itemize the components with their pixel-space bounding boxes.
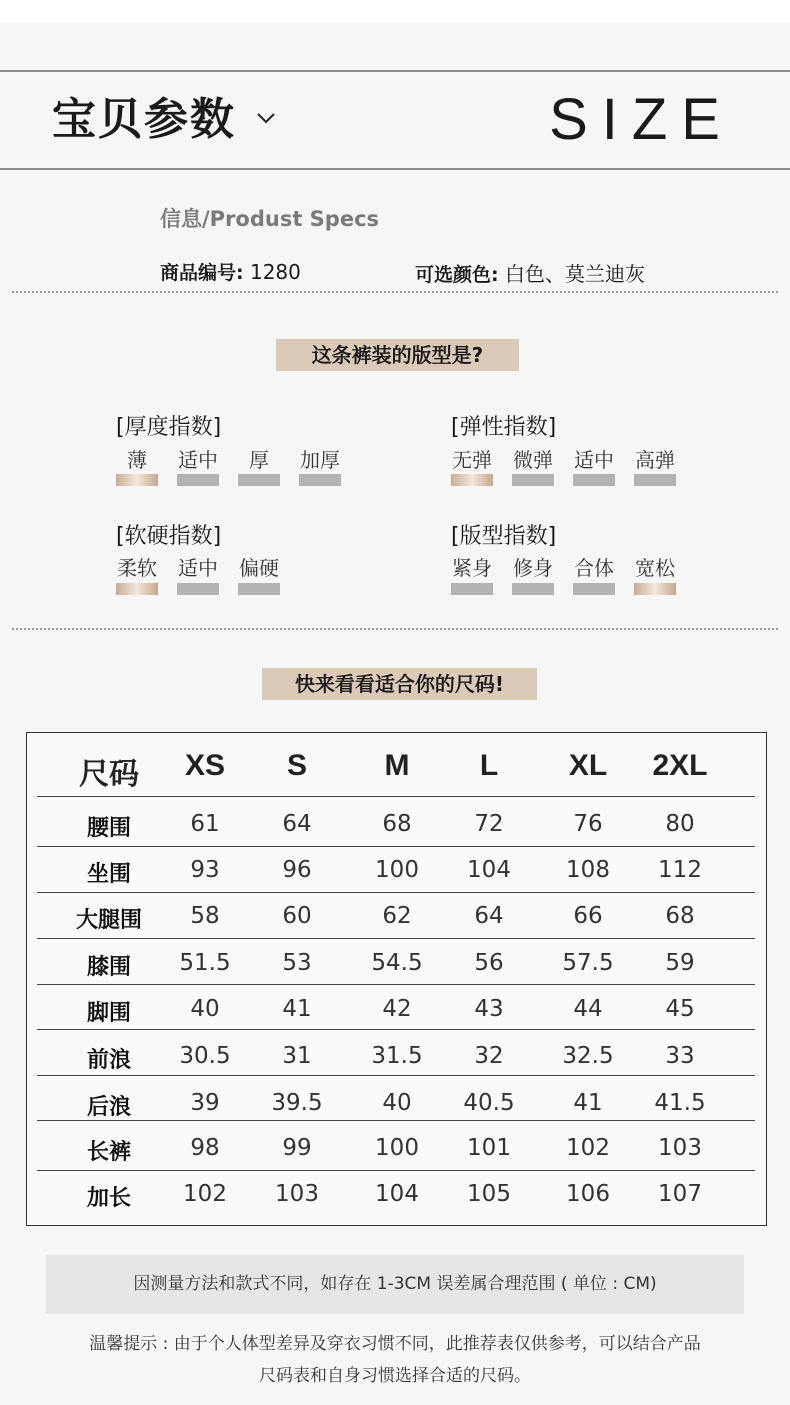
colors-value: 白色、莫兰迪灰 [504,262,645,286]
index-option-label: 加厚 [300,448,340,472]
table-cell: 68 [665,903,695,929]
index-title: [厚度指数] [116,415,222,440]
table-row-divider [37,1170,755,1171]
table-row-label: 腰围 [86,816,131,841]
table-cell: 31 [282,1043,312,1069]
table-cell: 66 [573,903,603,929]
size-header-label: 尺码 [79,757,139,792]
table-row-label: 膝围 [86,955,131,980]
table-cell: 80 [665,811,695,837]
available-colors [415,258,645,287]
table-cell: 102 [566,1135,610,1161]
table-cell: 76 [573,811,603,837]
specs-title: 信息/Produst Specs [160,207,380,231]
table-row-label: 脚围 [86,1001,131,1026]
size-header-xs: XS [184,749,226,782]
table-cell: 106 [566,1181,610,1207]
table-row-label: 大腿围 [75,908,142,933]
index-option-label: 适中 [178,556,218,580]
table-cell: 58 [190,903,220,929]
table-cell: 57.5 [562,950,614,976]
table-cell: 93 [190,857,220,883]
table-cell: 101 [467,1135,511,1161]
index-bar [451,583,493,595]
index-option-label: 柔软 [117,556,157,580]
table-cell: 32 [474,1043,504,1069]
index-option-label: 紧身 [452,556,492,580]
item-number [160,258,301,285]
table-row-label: 长裤 [86,1140,131,1165]
table-cell: 41 [573,1090,603,1116]
table-cell: 60 [282,903,312,929]
size-heading: SIZE [549,87,734,152]
colors-label: 可选颜色: [415,264,499,286]
index-bar [634,474,676,486]
size-section-tag: 快来看看适合你的尺码! [262,668,537,700]
tip-line-2: 尺码表和自身习惯选择合适的尺码。 [259,1366,531,1386]
size-header-m: M [384,749,410,782]
size-header-s: S [286,749,307,782]
index-bar [299,474,341,486]
index-bar [512,474,554,486]
index-bar [238,583,280,595]
item-number-label: 商品编号: [160,262,244,284]
index-option-label: 薄 [127,448,147,472]
index-bar-selected [451,474,493,486]
divider [12,628,778,630]
table-cell: 40.5 [463,1090,515,1116]
table-cell: 72 [474,811,504,837]
top-band [0,0,790,22]
table-cell: 108 [566,857,610,883]
table-cell: 68 [382,811,412,837]
chevron-down-icon [256,108,276,128]
index-option-label: 合体 [574,556,614,580]
table-cell: 105 [467,1181,511,1207]
index-option-label: 修身 [513,556,553,580]
table-cell: 99 [282,1135,312,1161]
table-cell: 33 [665,1043,695,1069]
table-cell: 42 [382,996,412,1022]
measurement-note: 因测量方法和款式不同，如存在 1-3CM 误差属合理范围 ( 单位 : CM) [46,1255,744,1314]
index-title: [版型指数] [451,524,557,549]
table-cell: 43 [474,996,504,1022]
table-cell: 98 [190,1135,220,1161]
table-row-divider [37,796,755,797]
table-cell: 39 [190,1090,220,1116]
table-cell: 62 [382,903,412,929]
index-bar [177,474,219,486]
index-option-label: 微弹 [513,448,553,472]
index-bar [573,583,615,595]
index-bar-selected [116,583,158,595]
table-cell: 103 [275,1181,319,1207]
table-cell: 41 [282,996,312,1022]
page-title: 宝贝参数 [52,94,236,145]
table-cell: 102 [183,1181,227,1207]
table-row-divider [37,892,755,893]
index-title: [弹性指数] [451,415,557,440]
index-bar [238,474,280,486]
table-row-label: 后浪 [86,1095,131,1120]
index-option-label: 偏硬 [239,556,279,580]
table-cell: 64 [474,903,504,929]
table-cell: 107 [658,1181,702,1207]
table-row-divider [37,1029,755,1030]
size-header-xl: XL [568,749,608,782]
table-row-label: 前浪 [86,1048,131,1073]
table-cell: 61 [190,811,220,837]
index-option-label: 适中 [178,448,218,472]
table-cell: 31.5 [371,1043,423,1069]
index-bar-selected [634,583,676,595]
table-cell: 64 [282,811,312,837]
index-option-label: 厚 [249,448,269,472]
table-cell: 100 [375,857,419,883]
table-cell: 40 [190,996,220,1022]
item-number-value: 1280 [249,260,301,284]
index-bar [512,583,554,595]
index-bar-selected [116,474,158,486]
tip-line-1: 温馨提示 : 由于个人体型差异及穿衣习惯不同，此推荐表仅供参考，可以结合产品 [89,1334,701,1354]
table-cell: 103 [658,1135,702,1161]
table-row-divider [37,846,755,847]
fit-section-tag: 这条裤装的版型是? [276,339,519,371]
table-cell: 39.5 [271,1090,323,1116]
table-cell: 53 [282,950,312,976]
table-cell: 104 [375,1181,419,1207]
table-cell: 59 [665,950,695,976]
table-row-divider [37,1075,755,1076]
index-option-label: 宽松 [635,556,675,580]
index-option-label: 无弹 [452,448,492,472]
size-header-2xl: 2XL [652,749,708,782]
table-cell: 104 [467,857,511,883]
table-cell: 51.5 [179,950,231,976]
index-bar [177,583,219,595]
table-cell: 32.5 [562,1043,614,1069]
table-row-divider [37,938,755,939]
table-cell: 54.5 [371,950,423,976]
index-option-label: 适中 [574,448,614,472]
page-header [0,70,790,170]
index-title: [软硬指数] [116,524,222,549]
table-cell: 41.5 [654,1090,706,1116]
index-bar [573,474,615,486]
table-cell: 112 [658,857,702,883]
table-row-divider [37,984,755,985]
table-cell: 30.5 [179,1043,231,1069]
table-row-label: 坐围 [86,862,131,887]
table-cell: 100 [375,1135,419,1161]
size-table [26,732,767,1226]
table-cell: 96 [282,857,312,883]
table-cell: 40 [382,1090,412,1116]
index-option-label: 高弹 [635,448,675,472]
size-header-l: L [479,749,499,782]
table-cell: 56 [474,950,504,976]
table-row-label: 加长 [86,1186,131,1211]
table-cell: 44 [573,996,603,1022]
table-cell: 45 [665,996,695,1022]
divider [12,291,778,293]
